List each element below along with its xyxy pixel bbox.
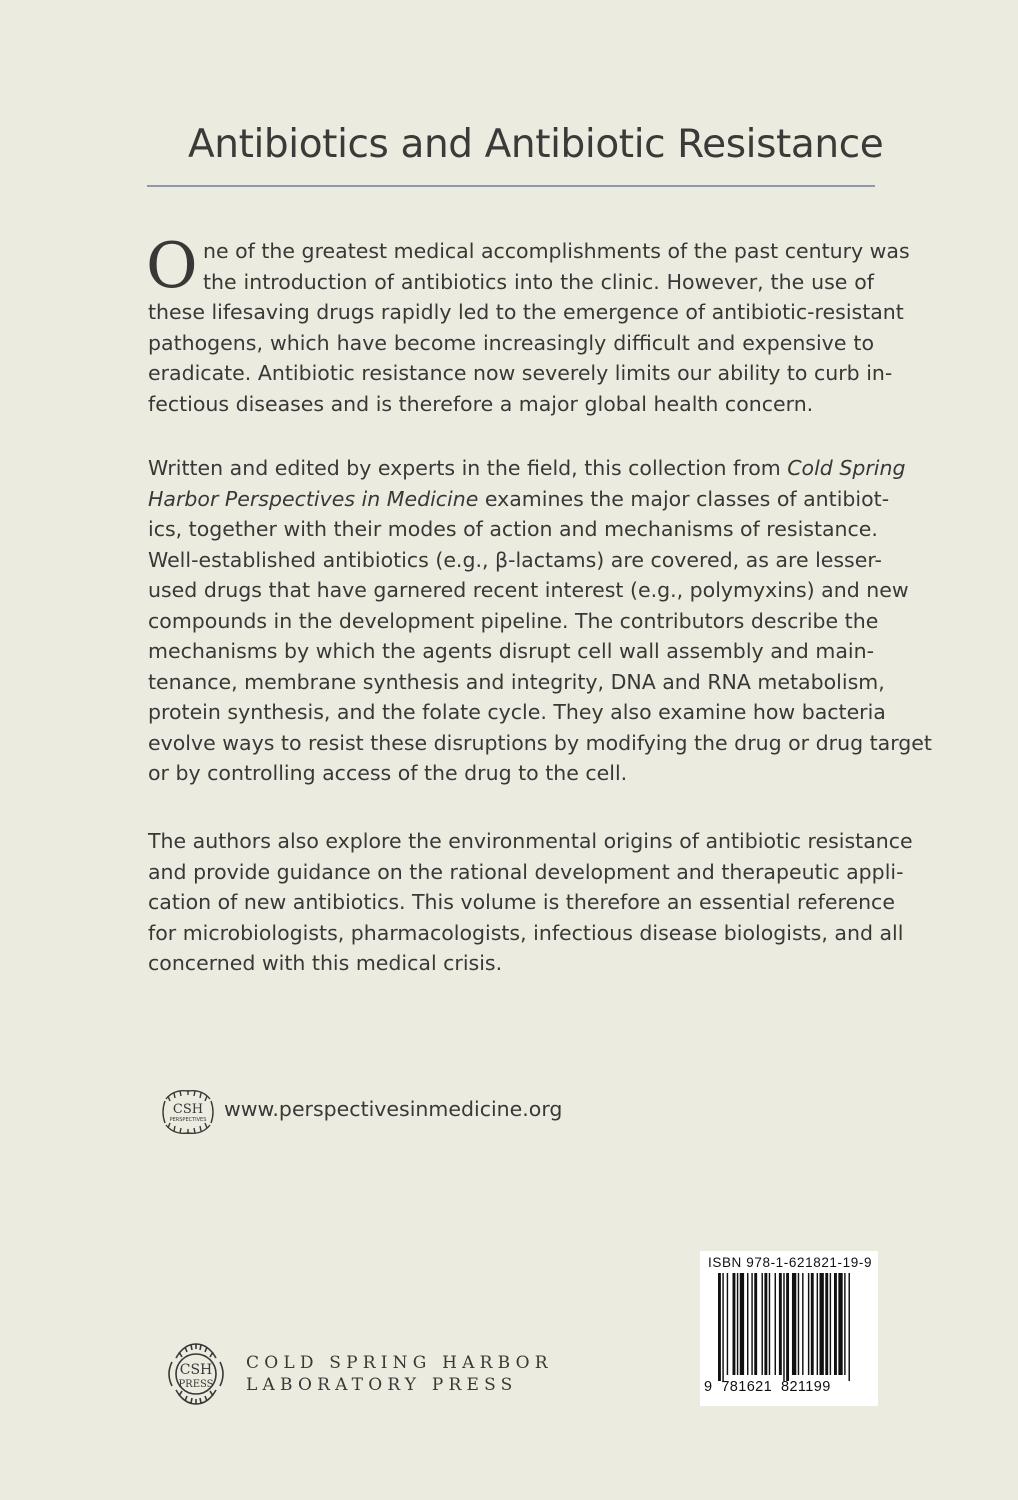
journal-name-part2: Harbor Perspectives in Medicine — [148, 486, 479, 511]
press-logo-text-bottom: PRESS — [178, 1379, 214, 1390]
publisher-line1: COLD SPRING HARBOR — [246, 1353, 553, 1373]
barcode-bar — [754, 1273, 757, 1375]
intro-line: pathogens, which have become increasingly difficult and expensive to — [148, 330, 874, 355]
barcode-bar — [811, 1273, 814, 1375]
barcode-bar — [740, 1273, 744, 1375]
drop-cap: O — [146, 229, 198, 302]
intro-line: fectious diseases and is therefore a major global health concern. — [148, 391, 814, 416]
barcode-bar — [838, 1273, 842, 1375]
barcode-bar — [737, 1273, 738, 1375]
description-line: compounds in the development pipeline. The contributors describe the — [148, 608, 879, 633]
barcode-bar — [849, 1273, 850, 1381]
closing-line: concerned with this medical crisis. — [148, 951, 503, 975]
closing-line: cation of new antibiotics. This volume is therefore an essential reference — [148, 890, 895, 914]
barcode-bar — [844, 1273, 845, 1375]
barcode-bar — [718, 1273, 721, 1381]
csh-perspectives-logo — [160, 1087, 216, 1137]
barcode-bar — [747, 1273, 748, 1375]
barcode-digits — [704, 1379, 831, 1395]
description-line: evolve ways to resist these disruptions by modifying the drug or drug target — [148, 730, 932, 755]
barcode-bar — [751, 1273, 752, 1375]
intro-line: the introduction of antibiotics into the clinic. However, the use of — [203, 269, 874, 294]
description-line: Well-established antibiotics (e.g., β-lactams) are covered, as are lesser- — [148, 547, 882, 572]
intro-line: ne of the greatest medical accomplishments of the past century was — [203, 239, 910, 263]
barcode-bar — [779, 1273, 782, 1375]
description-line: protein synthesis, and the folate cycle. They also examine how bacteria — [148, 700, 886, 724]
intro-paragraph — [146, 229, 910, 419]
book-title: Antibiotics and Antibiotic Resistance — [188, 122, 884, 167]
description-line — [148, 453, 906, 484]
barcode-digit-first: 9 — [704, 1379, 713, 1395]
description-line — [148, 484, 890, 515]
barcode-bar — [834, 1273, 837, 1375]
isbn-barcode — [700, 1251, 878, 1406]
barcode-bar — [727, 1273, 728, 1375]
barcode-digits-left: 781621 — [721, 1379, 773, 1395]
description-paragraph — [148, 453, 932, 789]
barcode-bar — [762, 1273, 763, 1375]
title-divider — [147, 185, 875, 187]
barcode-bar — [783, 1273, 784, 1381]
description-line-text: examines the major classes of antibiot- — [478, 486, 890, 511]
intro-line: eradicate. Antibiotic resistance now severely limits our ability to curb in- — [148, 361, 893, 385]
closing-paragraph — [148, 826, 913, 979]
barcode-bar — [820, 1273, 824, 1375]
website-url[interactable]: www.perspectivesinmedicine.org — [224, 1097, 563, 1121]
description-line: mechanisms by which the agents disrupt cell wall assembly and main- — [148, 639, 874, 663]
barcode-digits-right: 821199 — [780, 1379, 831, 1395]
description-line: ics, together with their modes of action and mechanisms of resistance. — [148, 517, 878, 541]
publisher-name — [246, 1352, 553, 1396]
description-line-text: Written and edited by experts in the field, this collection from — [148, 456, 788, 480]
description-line: used drugs that have garnered recent interest (e.g., polymyxins) and new — [148, 578, 909, 602]
barcode-bar — [769, 1273, 770, 1375]
description-line: tenance, membrane synthesis and integrity, DNA and RNA metabolism, — [148, 669, 885, 694]
barcode-bar — [786, 1273, 789, 1381]
press-logo-text-top: CSH — [179, 1362, 213, 1378]
logo-text-bottom: PERSPECTIVES — [169, 1117, 207, 1123]
closing-line: The authors also explore the environmental origins of antibiotic resistance — [148, 829, 913, 853]
barcode-bar — [792, 1273, 796, 1375]
journal-name-part1: Cold Spring — [787, 456, 906, 480]
closing-line: for microbiologists, pharmacologists, infectious disease biologists, and all — [148, 920, 904, 945]
barcode-bar — [830, 1273, 831, 1375]
barcode-bar — [722, 1273, 723, 1381]
barcode-bar — [802, 1273, 803, 1375]
description-line: or by controlling access of the drug to the cell. — [148, 761, 628, 785]
barcode-bar — [775, 1273, 776, 1375]
barcode-bar — [764, 1273, 767, 1375]
isbn-label: ISBN 978-1-621821-19-9 — [708, 1255, 873, 1270]
intro-line: these lifesaving drugs rapidly led to the emergence of antibiotic-resistant — [148, 300, 904, 324]
csh-press-logo — [160, 1338, 232, 1410]
closing-line: and provide guidance on the rational development and therapeutic appli- — [148, 859, 904, 884]
barcode-bar — [808, 1273, 809, 1375]
barcode-bar — [825, 1273, 828, 1375]
logo-text-top: CSH — [172, 1102, 204, 1117]
barcode-bar — [798, 1273, 799, 1375]
publisher-line2: LABORATORY PRESS — [246, 1375, 518, 1395]
barcode-bar — [733, 1273, 736, 1375]
barcode-bar — [817, 1273, 818, 1375]
